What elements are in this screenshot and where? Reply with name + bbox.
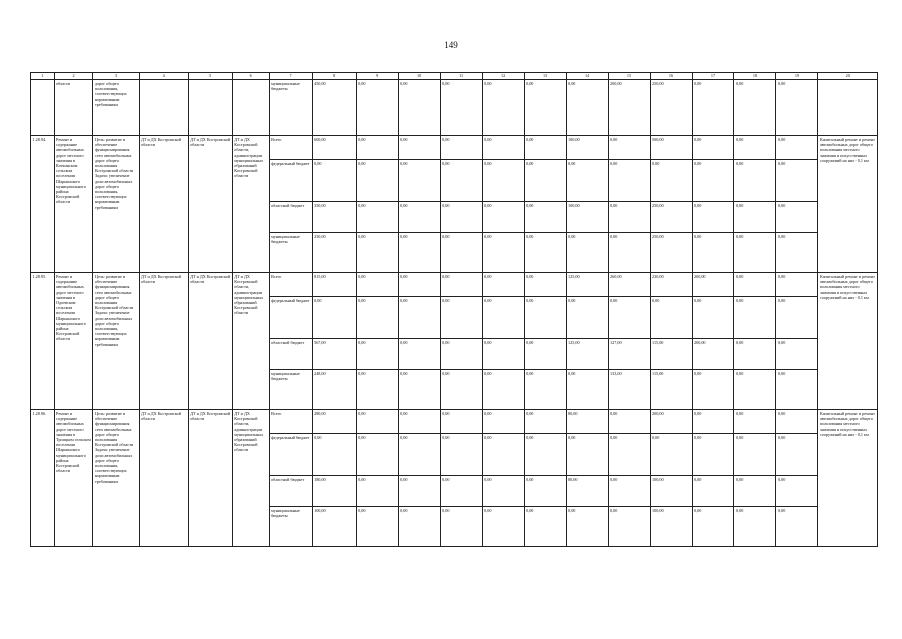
cell-value: 0,00 [524, 370, 566, 410]
cell-value: 0,00 [440, 434, 482, 476]
cell-value: 0,00 [776, 507, 818, 547]
column-header: 19 [776, 73, 818, 80]
column-header: 20 [818, 73, 878, 80]
cell-value: 0,00 [356, 410, 398, 434]
cell-value: 0,00 [356, 297, 398, 339]
cell-value: 0,00 [692, 434, 734, 476]
cell-value: 500,00 [650, 136, 692, 160]
cell-executor: ДТ и ДХ Костромской области [188, 273, 232, 410]
table-row [31, 410, 878, 434]
cell-value: 200,00 [692, 273, 734, 297]
cell-value: 0,00 [566, 297, 608, 339]
cell-source: федеральный бюджет [269, 434, 312, 476]
cell-value: 0,00 [440, 202, 482, 233]
cell-source: муниципальные бюджеты [269, 507, 312, 547]
cell-value: 0,00 [776, 136, 818, 160]
cell-value: 0,00 [692, 233, 734, 273]
column-header: 17 [692, 73, 734, 80]
cell-value: 0,00 [608, 297, 650, 339]
cell-value: 0,00 [692, 507, 734, 547]
cell-value: 0,00 [356, 339, 398, 370]
cell-responsible: ДТ и ДХ Костромской области [139, 273, 188, 410]
cell-value: 100,00 [566, 202, 608, 233]
cell-value: 0,00 [482, 273, 524, 297]
column-header: 6 [232, 73, 269, 80]
cell-value: 100,00 [312, 507, 356, 547]
cell-responsible: ДТ и ДХ Костромской области [139, 136, 188, 273]
cell-value: 0,00 [692, 160, 734, 202]
cell-value: 0,00 [566, 370, 608, 410]
column-header: 8 [312, 73, 356, 80]
cell-value: 0,00 [312, 434, 356, 476]
cell-value: 0,00 [482, 233, 524, 273]
cell-value: 0,00 [692, 80, 734, 136]
cell-value: 0,00 [692, 297, 734, 339]
cell-value: 80,00 [566, 476, 608, 507]
cell-source: Всего [269, 410, 312, 434]
cell-value: 0,00 [692, 410, 734, 434]
cell-value: 0,00 [440, 297, 482, 339]
cell-value: 0,00 [356, 160, 398, 202]
cell-value: 0,00 [650, 297, 692, 339]
cell-value: 0,00 [440, 233, 482, 273]
column-header: 3 [93, 73, 139, 80]
cell-value: 0,00 [776, 434, 818, 476]
cell-value: 0,00 [440, 136, 482, 160]
cell-value: 0,00 [356, 233, 398, 273]
cell-value: 0,00 [356, 202, 398, 233]
cell-participants: ДТ и ДХ Костромской области, администрации муниципальных образований Костромской области [232, 136, 269, 273]
cell-source: федеральный бюджет [269, 297, 312, 339]
column-header: 15 [608, 73, 650, 80]
cell-value: 0,00 [482, 339, 524, 370]
cell-value: 0,00 [608, 476, 650, 507]
cell-value: 0,00 [398, 273, 440, 297]
cell-value: 0,00 [482, 410, 524, 434]
cell-value: 0,00 [608, 160, 650, 202]
cell-value: 0,00 [482, 80, 524, 136]
cell-value: 0,00 [776, 370, 818, 410]
cell-executor: ДТ и ДХ Костромской области [188, 410, 232, 547]
cell-value: 0,00 [776, 476, 818, 507]
cell-value: 0,00 [524, 233, 566, 273]
cell-value: 0,00 [524, 507, 566, 547]
cell-value: 0,00 [440, 410, 482, 434]
cell-value: 200,00 [608, 80, 650, 136]
cell-number: 1.28.94. [31, 136, 55, 273]
cell-value: 0,00 [608, 410, 650, 434]
cell-value: 0,00 [692, 476, 734, 507]
cell-source: муниципальные бюджеты [269, 80, 312, 136]
cell-value: 450,00 [312, 80, 356, 136]
column-header: 18 [734, 73, 776, 80]
cell-participants: ДТ и ДХ Костромской области, администрации муниципальных образований Костромской области [232, 273, 269, 410]
cell-value: 0,00 [482, 297, 524, 339]
cell-value: 0,00 [356, 476, 398, 507]
cell-name: Ремонт и содержание автомобильных дорог местного значения в Коткинском сельском поселении Шарьинского муниципального района Костромской области [54, 136, 93, 273]
cell-value: 0,00 [398, 339, 440, 370]
cell-value: 0,00 [566, 507, 608, 547]
cell-responsible: ДТ и ДХ Костромской области [139, 410, 188, 547]
budget-table [30, 72, 878, 547]
cell-value: 0,00 [398, 370, 440, 410]
cell-value: 0,00 [398, 80, 440, 136]
cell-value: 200,00 [692, 339, 734, 370]
cell-value: 0,00 [440, 370, 482, 410]
cell-value: 0,00 [734, 202, 776, 233]
cell [31, 80, 55, 136]
cell-value: 0,00 [398, 136, 440, 160]
cell-value: 0,00 [734, 80, 776, 136]
cell-value: 0,00 [482, 370, 524, 410]
cell-value: 0,00 [398, 160, 440, 202]
cell-value: 0,00 [482, 160, 524, 202]
cell-goal: Цель: развитие и обеспечение функционирования сети автомобильных дорог общего пользования Костромской области Задача: увеличение доли автомобильных дорог общего пользования, соответствующих нормативным требованиям [93, 136, 139, 273]
cell-value: 100,00 [566, 136, 608, 160]
cell-value: 0,00 [776, 202, 818, 233]
cell-value: 100,00 [650, 507, 692, 547]
cell-value: 250,00 [650, 233, 692, 273]
cell-name: области [54, 80, 93, 136]
cell-value: 0,00 [566, 160, 608, 202]
cell-value: 127,00 [608, 339, 650, 370]
cell-value: 125,00 [566, 339, 608, 370]
page-number: 149 [444, 40, 458, 50]
cell-value: 0,00 [356, 507, 398, 547]
cell-value: 0,00 [356, 370, 398, 410]
cell-value: 0,00 [482, 507, 524, 547]
cell-value: 0,00 [734, 370, 776, 410]
table-body [31, 80, 878, 547]
cell [139, 80, 188, 136]
cell-value: 0,00 [734, 476, 776, 507]
cell-value: 0,00 [776, 160, 818, 202]
cell-value: 0,00 [566, 233, 608, 273]
cell-value: 0,00 [608, 233, 650, 273]
cell-name: Ремонт и содержание автомобильных дорог местного значения в Троицком сельском поселении Шарьинского муниципального района Костромской области [54, 410, 93, 547]
column-number-row [31, 73, 878, 80]
cell-value: 0,00 [608, 202, 650, 233]
cell-value: 0,00 [482, 136, 524, 160]
column-header: 11 [440, 73, 482, 80]
cell-value: 0,00 [356, 136, 398, 160]
cell-value: 0,00 [734, 160, 776, 202]
cell-value: 0,00 [312, 160, 356, 202]
cell-value: 0,00 [734, 339, 776, 370]
cell-value: 0,00 [398, 233, 440, 273]
cell-source: Всего [269, 136, 312, 160]
cell-value: 0,00 [440, 339, 482, 370]
cell-value: 0,00 [776, 80, 818, 136]
cell-value: 250,00 [650, 80, 692, 136]
cell-source: областной бюджет [269, 476, 312, 507]
table-row [31, 273, 878, 297]
cell [818, 80, 878, 136]
cell-value: 0,00 [524, 410, 566, 434]
cell-value: 0,00 [734, 273, 776, 297]
cell-value: 0,00 [524, 136, 566, 160]
column-header: 12 [482, 73, 524, 80]
cell-source: муниципальные бюджеты [269, 370, 312, 410]
cell-value: 567,00 [312, 339, 356, 370]
cell-value: 133,00 [608, 370, 650, 410]
cell-value: 0,00 [524, 297, 566, 339]
cell-value: 250,00 [650, 202, 692, 233]
cell-value: 0,00 [524, 339, 566, 370]
cell-value: 180,00 [312, 476, 356, 507]
cell-value: 115,00 [650, 339, 692, 370]
cell-value: 0,00 [398, 476, 440, 507]
cell [188, 80, 232, 136]
cell-value: 0,00 [524, 476, 566, 507]
cell-source: муниципальные бюджеты [269, 233, 312, 273]
cell-value: 0,00 [692, 136, 734, 160]
cell-value: 0,00 [734, 410, 776, 434]
cell-result: Капитальный ремонт и ремонт автомобильных дорог общего пользования местного значения и искусственных сооружений на них - 0,1 км [818, 273, 878, 410]
column-header: 7 [269, 73, 312, 80]
cell-value: 248,00 [312, 370, 356, 410]
cell-value: 0,00 [356, 80, 398, 136]
column-header: 9 [356, 73, 398, 80]
cell-value: 0,00 [650, 160, 692, 202]
cell-number: 1.28.96. [31, 410, 55, 547]
cell-value: 350,00 [312, 202, 356, 233]
cell-value: 100,00 [650, 476, 692, 507]
cell-value: 0,00 [566, 434, 608, 476]
cell-value: 0,00 [734, 507, 776, 547]
cell-value: 0,00 [776, 297, 818, 339]
cell-source: областной бюджет [269, 202, 312, 233]
cell-value: 0,00 [482, 476, 524, 507]
cell-value: 0,00 [734, 434, 776, 476]
cell-executor: ДТ и ДХ Костромской области [188, 136, 232, 273]
cell-value: 0,00 [524, 202, 566, 233]
table-row [31, 80, 878, 136]
cell-value: 0,00 [440, 507, 482, 547]
cell-value: 0,00 [734, 297, 776, 339]
cell-value: 0,00 [734, 233, 776, 273]
cell-value: 0,00 [398, 434, 440, 476]
cell-name: Ремонт и содержание автомобильных дорог местного значения в Одоевском сельском поселении Шарьинского муниципального района Костромской области [54, 273, 93, 410]
cell-value: 0,00 [734, 136, 776, 160]
cell-value: 230,00 [650, 273, 692, 297]
cell-value: 0,00 [440, 273, 482, 297]
cell-value: 0,00 [650, 434, 692, 476]
cell-goal: Цель: развитие и обеспечение функционирования сети автомобильных дорог общего пользования Костромской области Задача: увеличение доли автомобильных дорог общего пользования, соответствующих нормативным требованиям [93, 273, 139, 410]
cell-goal: Цель: развитие и обеспечение функционирования сети автомобильных дорог общего пользования Костромской области Задача: увеличение доли автомобильных дорог общего пользования, соответствующих нормативным требованиям [93, 410, 139, 547]
cell-goal: дорог общего пользования, соответствующих нормативным требованиям [93, 80, 139, 136]
cell-value: 0,00 [398, 297, 440, 339]
cell-value: 0,00 [608, 434, 650, 476]
cell-value: 115,00 [650, 370, 692, 410]
column-header: 16 [650, 73, 692, 80]
cell-value: 0,00 [776, 273, 818, 297]
cell-number: 1.28.95. [31, 273, 55, 410]
cell-value: 0,00 [398, 410, 440, 434]
cell-value: 0,00 [524, 273, 566, 297]
cell-participants: ДТ и ДХ Костромской области, администрации муниципальных образований Костромской области [232, 410, 269, 547]
cell-value: 0,00 [440, 160, 482, 202]
cell-value: 0,00 [356, 273, 398, 297]
cell [232, 80, 269, 136]
cell-value: 0,00 [356, 434, 398, 476]
cell-value: 0,00 [608, 136, 650, 160]
cell-value: 260,00 [608, 273, 650, 297]
cell-value: 0,00 [692, 370, 734, 410]
cell-value: 250,00 [312, 233, 356, 273]
column-header: 4 [139, 73, 188, 80]
table-row [31, 136, 878, 160]
cell-value: 0,00 [566, 80, 608, 136]
cell-value: 125,00 [566, 273, 608, 297]
cell-value: 0,00 [482, 434, 524, 476]
cell-source: Всего [269, 273, 312, 297]
column-header: 5 [188, 73, 232, 80]
cell-value: 200,00 [650, 410, 692, 434]
cell-value: 0,00 [482, 202, 524, 233]
column-header: 10 [398, 73, 440, 80]
cell-value: 0,00 [524, 80, 566, 136]
cell-value: 815,00 [312, 273, 356, 297]
cell-value: 80,00 [566, 410, 608, 434]
cell-value: 600,00 [312, 136, 356, 160]
cell-value: 0,00 [440, 80, 482, 136]
cell-value: 0,00 [524, 434, 566, 476]
column-header: 14 [566, 73, 608, 80]
cell-value: 0,00 [692, 202, 734, 233]
cell-value: 0,00 [398, 202, 440, 233]
cell-value: 0,00 [776, 233, 818, 273]
column-header: 13 [524, 73, 566, 80]
cell-value: 0,00 [398, 507, 440, 547]
cell-value: 0,00 [776, 339, 818, 370]
cell-value: 0,00 [608, 507, 650, 547]
cell-result: Капитальный ремонт и ремонт автомобильных дорог общего пользования местного значения и искусственных сооружений на них - 0,1 км [818, 136, 878, 273]
column-header: 1 [31, 73, 55, 80]
cell-result: Капитальный ремонт и ремонт автомобильных дорог общего пользования местного значения и искусственных сооружений на них - 0,1 км [818, 410, 878, 547]
cell-source: федеральный бюджет [269, 160, 312, 202]
column-header: 2 [54, 73, 93, 80]
cell-value: 0,00 [524, 160, 566, 202]
cell-value: 0,00 [776, 410, 818, 434]
cell-value: 0,00 [312, 297, 356, 339]
cell-value: 280,00 [312, 410, 356, 434]
cell-source: областной бюджет [269, 339, 312, 370]
cell-value: 0,00 [440, 476, 482, 507]
